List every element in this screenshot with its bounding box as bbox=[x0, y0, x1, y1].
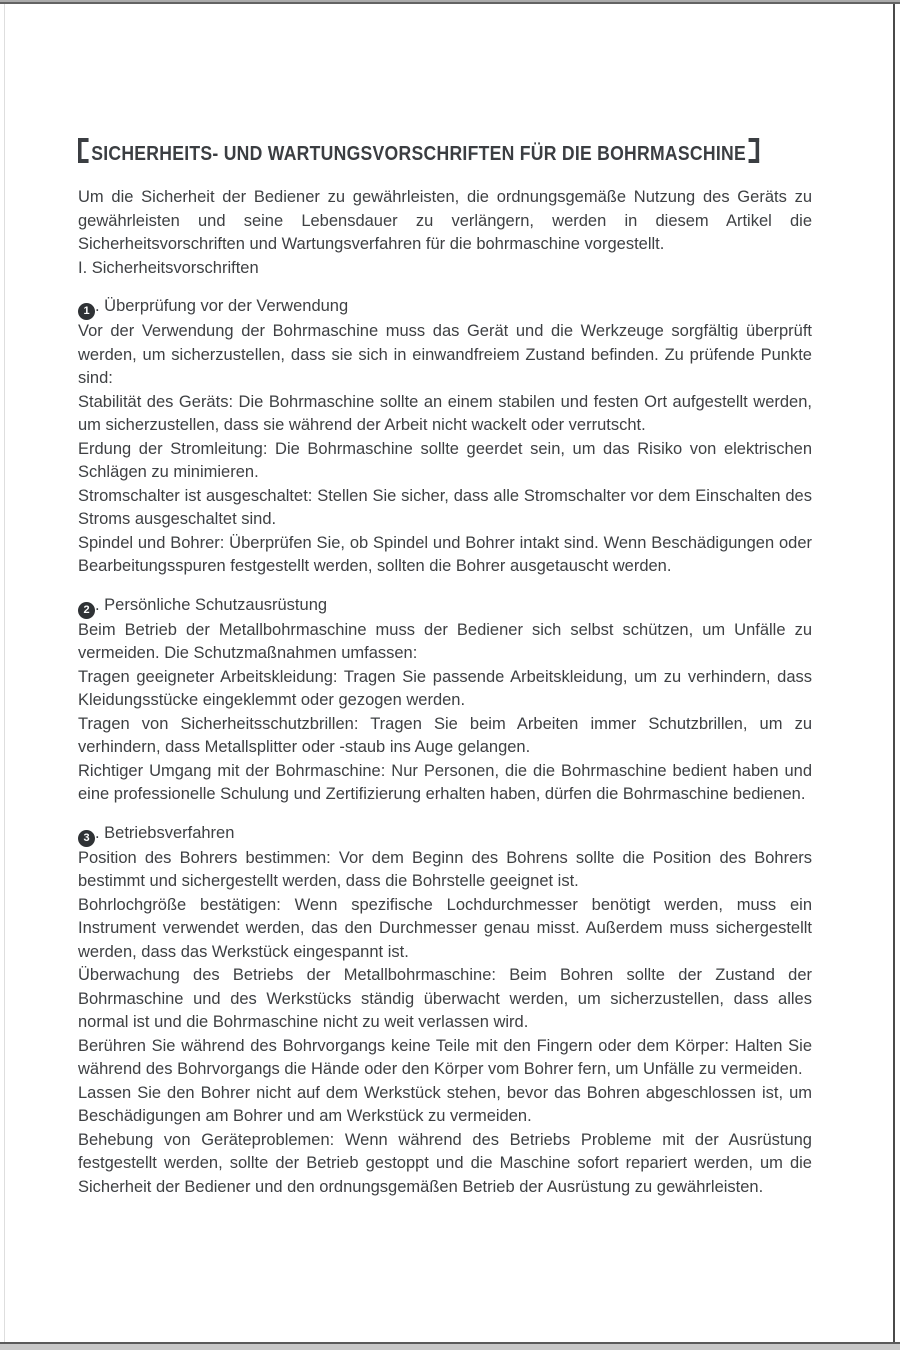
paragraph: Position des Bohrers bestimmen: Vor dem Beginn des Bohrens sollte die Position des Bohrers bestimmt und sichergestellt werden, dass die Bohrstelle geeignet ist. bbox=[78, 848, 812, 890]
page-right-border bbox=[893, 4, 895, 1342]
intro-subheading: I. Sicherheitsvorschriften bbox=[78, 258, 259, 277]
paragraph: Richtiger Umgang mit der Bohrmaschine: Nur Personen, die die Bohrmaschine bedient haben und eine professionelle Schulung und Zertifizierung erhalten haben, dürfen die Bohrmaschine bedienen. bbox=[78, 761, 812, 803]
paragraph: Erdung der Stromleitung: Die Bohrmaschine sollte geerdet sein, um das Risiko von elektrischen Schlägen zu minimieren. bbox=[78, 439, 812, 481]
section-number-2-icon: 2 bbox=[78, 602, 95, 619]
paragraph: Lassen Sie den Bohrer nicht auf dem Werkstück stehen, bevor das Bohren abgeschlossen ist, um Beschädigungen am Bohrer und am Werkstück zu vermeiden. bbox=[78, 1083, 812, 1125]
section-heading-text: . Betriebsverfahren bbox=[95, 823, 235, 842]
paragraph: Beim Betrieb der Metallbohrmaschine muss der Bediener sich selbst schützen, um Unfälle zu vermeiden. Die Schutzmaßnahmen umfassen: bbox=[78, 620, 812, 662]
section-protective-equipment bbox=[78, 594, 812, 807]
section-inspection bbox=[78, 295, 812, 579]
page-title-text: SICHERHEITS- UND WARTUNGSVORSCHRIFTEN FÜR DIE BOHRMASCHINE bbox=[91, 143, 747, 165]
paragraph: Tragen geeigneter Arbeitskleidung: Tragen Sie passende Arbeitskleidung, um zu verhindern, dass Kleidungsstücke eingeklemmt oder gezogen werden. bbox=[78, 667, 812, 709]
paragraph: Bohrlochgröße bestätigen: Wenn spezifische Lochdurchmesser benötigt werden, muss ein Instrument verwendet werden, das den Durchmesser genau misst. Außerdem muss sichergestellt werden, dass das Werkstück eingespannt ist. bbox=[78, 895, 812, 961]
paragraph: Vor der Verwendung der Bohrmaschine muss das Gerät und die Werkzeuge sorgfältig überprüft werden, um sicherzustellen, dass sie sich in einwandfreiem Zustand befinden. Zu prüfende Punkte sind: bbox=[78, 322, 812, 387]
paragraph: Überwachung des Betriebs der Metallbohrmaschine: Beim Bohren sollte der Zustand der Bohrmaschine und des Werkstücks ständig überwacht werden, um sicherzustellen, dass alles normal ist und die Bohrmaschine nicht zu weit verlassen wird. bbox=[78, 966, 812, 1031]
document-page bbox=[78, 138, 812, 1199]
intro-paragraph: Um die Sicherheit der Bediener zu gewährleisten, die ordnungsgemäße Nutzung des Geräts zu gewährleisten und seine Lebensdauer zu verlängern, werden in diesem Artikel die Sicherheitsvorschriften und Wartungsverfahren für die bohrmaschine vorgestellt. bbox=[78, 188, 812, 253]
page-title bbox=[78, 138, 747, 167]
paragraph: Stabilität des Geräts: Die Bohrmaschine sollte an einem stabilen und festen Ort aufgestellt werden, um sicherzustellen, dass sie während der Arbeit nicht wackelt oder verrutscht. bbox=[78, 392, 812, 434]
section-heading bbox=[78, 822, 812, 847]
section-heading-text: . Persönliche Schutzausrüstung bbox=[95, 595, 328, 614]
lenticular-bracket-right-icon bbox=[749, 138, 760, 163]
paragraph: Berühren Sie während des Bohrvorgangs keine Teile mit den Fingern oder dem Körper: Halten Sie während des Bohrvorgangs die Hände oder den Körper vom Bohrer fern, um Unfälle zu vermeiden. bbox=[78, 1036, 812, 1078]
paragraph: Behebung von Geräteproblemen: Wenn während des Betriebs Probleme mit der Ausrüstung festgestellt werden, sollte der Betrieb gestoppt und die Maschine sofort repariert werden, um die Sicherheit der Bediener und den ordnungsgemäßen Betrieb der Ausrüstung zu gewährleisten. bbox=[78, 1130, 812, 1196]
section-heading bbox=[78, 594, 812, 619]
section-operating-procedures bbox=[78, 822, 812, 1200]
page-top-border bbox=[0, 0, 900, 4]
section-number-1-icon: 1 bbox=[78, 303, 95, 320]
section-heading-text: . Überprüfung vor der Verwendung bbox=[95, 297, 349, 315]
section-number-3-icon: 3 bbox=[78, 830, 95, 847]
paragraph: Tragen von Sicherheitsschutzbrillen: Tragen Sie beim Arbeiten immer Schutzbrillen, um zu verhindern, dass Metallsplitter oder -staub ins Auge gelangen. bbox=[78, 714, 812, 756]
paragraph: Spindel und Bohrer: Überprüfen Sie, ob Spindel und Bohrer intakt sind. Wenn Beschädigungen oder Bearbeitungsspuren festgestellt werden, sollten die Bohrer ausgetauscht werden. bbox=[78, 533, 812, 575]
paragraph: Stromschalter ist ausgeschaltet: Stellen Sie sicher, dass alle Stromschalter vor dem Einschalten des Stroms ausgeschaltet sind. bbox=[78, 486, 812, 528]
page-left-border bbox=[4, 4, 5, 1342]
page-bottom-border bbox=[0, 1342, 900, 1350]
section-heading bbox=[78, 295, 812, 320]
lenticular-bracket-left-icon bbox=[78, 138, 89, 163]
